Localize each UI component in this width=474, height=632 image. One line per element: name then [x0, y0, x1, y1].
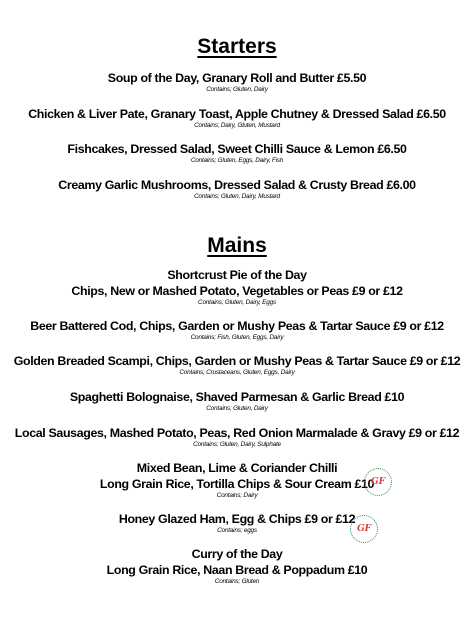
starter-item-fishcakes	[0, 141, 474, 165]
dish-name: Mixed Bean, Lime & Coriander Chilli	[136, 461, 338, 475]
starter-item-pate	[0, 106, 474, 130]
allergen-note: Contains; Gluten, Dairy	[206, 86, 268, 93]
starter-item-mushrooms	[0, 177, 474, 201]
allergen-note: Contains; Crustaceans, Gluten, Eggs, Dairy	[179, 369, 295, 376]
dish-sides: Long Grain Rice, Tortilla Chips & Sour Cream £10	[99, 477, 375, 491]
dish-name: Creamy Garlic Mushrooms, Dressed Salad & Crusty Bread £6.00	[58, 178, 416, 192]
starter-item-soup	[0, 70, 474, 94]
dish-name: Honey Glazed Ham, Egg & Chips £9 or £12	[118, 512, 356, 526]
allergen-note: Contains; Gluten, Eggs, Dairy, Fish	[190, 157, 284, 164]
allergen-note: Contains; Gluten, Dairy	[206, 405, 268, 412]
main-item-sausages	[0, 425, 474, 449]
main-item-bolognaise	[0, 389, 474, 413]
allergen-note: Contains; Fish, Gluten, Eggs, Dairy	[190, 334, 284, 341]
allergen-note: Contains; Dairy, Gluten, Mustard	[194, 122, 280, 129]
main-item-chilli	[0, 460, 474, 500]
allergen-note: Contains; Dairy	[216, 492, 258, 499]
dish-name: Fishcakes, Dressed Salad, Sweet Chilli Sauce & Lemon £6.50	[67, 142, 407, 156]
dish-name: Chicken & Liver Pate, Granary Toast, Apple Chutney & Dressed Salad £6.50	[28, 107, 446, 121]
dish-name: Shortcrust Pie of the Day	[167, 268, 307, 282]
allergen-note: Contains; Gluten, Dairy, Sulphate	[193, 441, 281, 448]
dish-name: Spaghetti Bolognaise, Shaved Parmesan & Garlic Bread £10	[69, 390, 405, 404]
main-item-cod	[0, 318, 474, 342]
allergen-note: Contains; Gluten, Dairy, Eggs	[198, 299, 276, 306]
dish-name: Golden Breaded Scampi, Chips, Garden or Mushy Peas & Tartar Sauce £9 or £12	[13, 354, 461, 368]
main-item-scampi	[0, 353, 474, 377]
main-item-curry	[0, 546, 474, 586]
dish-sides: Long Grain Rice, Naan Bread & Poppadum £10	[106, 563, 368, 577]
allergen-note: Contains; Gluten, Dairy, Mustard	[194, 193, 280, 200]
main-item-pie	[0, 267, 474, 307]
main-item-ham	[0, 511, 474, 535]
mains-heading: Mains	[207, 234, 267, 257]
dish-name: Beer Battered Cod, Chips, Garden or Mushy Peas & Tartar Sauce £9 or £12	[30, 319, 444, 333]
gluten-free-badge-icon: GF	[350, 515, 378, 543]
starters-heading: Starters	[197, 35, 277, 58]
dish-name: Local Sausages, Mashed Potato, Peas, Red Onion Marmalade & Gravy £9 or £12	[14, 426, 460, 440]
gluten-free-badge-icon: GF	[364, 468, 392, 496]
allergen-note: Contains; Gluten	[214, 578, 260, 585]
dish-name: Curry of the Day	[191, 547, 283, 561]
dish-name: Soup of the Day, Granary Roll and Butter £5.50	[107, 71, 367, 85]
allergen-note: Contains; eggs	[217, 527, 257, 534]
dish-sides: Chips, New or Mashed Potato, Vegetables or Peas £9 or £12	[71, 284, 403, 298]
